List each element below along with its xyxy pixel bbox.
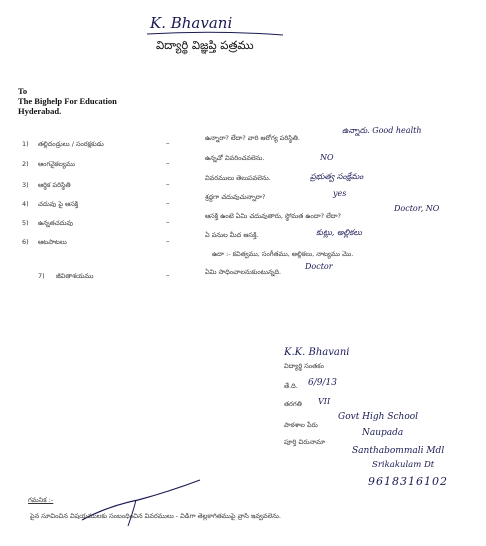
row-2-answer: NO <box>320 153 334 162</box>
row-1-answer: ఉన్నారు. Good health <box>342 126 422 135</box>
row-6-label: ఆటపాటలు <box>38 238 67 246</box>
row-7-label: జీవితాశయము <box>56 272 94 280</box>
city-line: Hyderabad. <box>18 106 62 116</box>
row-6-example: ఉదా :- కవిత్వము, సంగీతము, అల్లికలు, నాట్యము మొ. <box>212 250 354 258</box>
to-line: To <box>18 86 28 96</box>
row-7-answer: Doctor <box>305 262 333 271</box>
row-7-question: ఏమి సాధించాలనుకుంటున్నది. <box>205 268 282 276</box>
note-label: గమనిక :- <box>28 496 54 504</box>
class-value: VII <box>318 397 331 406</box>
row-4-question: శ్రద్ధగా చదువుచున్నారా? <box>205 193 266 201</box>
row-2-label: ఆంగవైకల్యము <box>38 160 75 168</box>
date-label: తే.ది. <box>284 382 298 390</box>
school-value: Govt High School <box>338 412 419 422</box>
row-3-answer: ప్రభుత్వ సంక్షేమం <box>310 172 364 181</box>
row-1-label: తల్లిదండ్రులు / సంరక్షకుడు <box>38 140 104 148</box>
row-4-answer: yes <box>333 189 347 198</box>
row-2-dash: – <box>166 159 170 167</box>
address-line-1: Santhabommali Mdl <box>352 446 445 456</box>
row-4-dash: – <box>166 199 170 207</box>
row-6-answer: కుట్లు, అల్లికలు <box>316 228 362 237</box>
row-3-question: వివరములు తెలుపవలెను. <box>205 174 271 182</box>
row-7-dash: – <box>166 271 170 279</box>
row-7-number: 7) <box>38 272 45 280</box>
row-5-number: 5) <box>22 219 29 227</box>
phone-number: 9618316102 <box>368 475 448 488</box>
address-line-2: Srikakulam Dt <box>372 460 435 470</box>
row-3-dash: – <box>166 180 170 188</box>
school-label: పాఠశాల పేరు <box>284 421 318 429</box>
row-3-number: 3) <box>22 181 29 189</box>
handwritten-name-top: K. Bhavani <box>150 14 233 32</box>
row-2-number: 2) <box>22 160 29 168</box>
row-1-dash: – <box>166 139 170 147</box>
form-title: విద్యార్థి విజ్ఞప్తి పత్రము <box>156 38 254 52</box>
signature-label: విద్యార్థి సంతకం <box>284 362 324 370</box>
name-underline <box>145 30 285 38</box>
row-6-question: ఏ పనుల మీద ఆసక్తి. <box>205 231 259 239</box>
row-6-number: 6) <box>22 238 29 246</box>
row-3-label: ఆర్థిక పరిస్థితి <box>38 181 71 189</box>
pen-stroke-mark <box>78 472 208 532</box>
organization-line: The Bighelp For Education <box>18 96 117 106</box>
row-5-answer: Doctor, NO <box>394 204 440 213</box>
row-5-label: ఉన్నతచదువు <box>38 219 74 227</box>
row-1-question: ఉన్నారా? లేదా? వారి ఆరోగ్య పరిస్థితి. <box>205 134 300 142</box>
row-5-dash: – <box>166 218 170 226</box>
note-text: పైన సూచించిన విషయములకు సంబంధించిన వివరములు - విడిగా తెల్లకాగితముపై వ్రాసి ఇవ్వవలెను. <box>30 512 281 520</box>
student-signature: K.K. Bhavani <box>284 347 350 358</box>
row-2-question: ఉన్నచో వివరించవలెను. <box>205 154 265 162</box>
row-4-number: 4) <box>22 200 29 208</box>
class-label: తరగతి <box>284 400 302 408</box>
row-6-dash: – <box>166 237 170 245</box>
recipient-address <box>18 86 117 116</box>
school-place: Naupada <box>362 428 404 438</box>
row-4-label: చదువు పై ఆసక్తి <box>38 200 79 208</box>
date-value: 6/9/13 <box>308 378 337 388</box>
address-label: పూర్తి చిరునామా <box>284 438 326 446</box>
row-5-question: ఆసక్తి ఉంటె ఏమి చదువుతారు, స్థోమత ఉందా? లేదా? <box>205 212 341 220</box>
row-1-number: 1) <box>22 140 29 148</box>
